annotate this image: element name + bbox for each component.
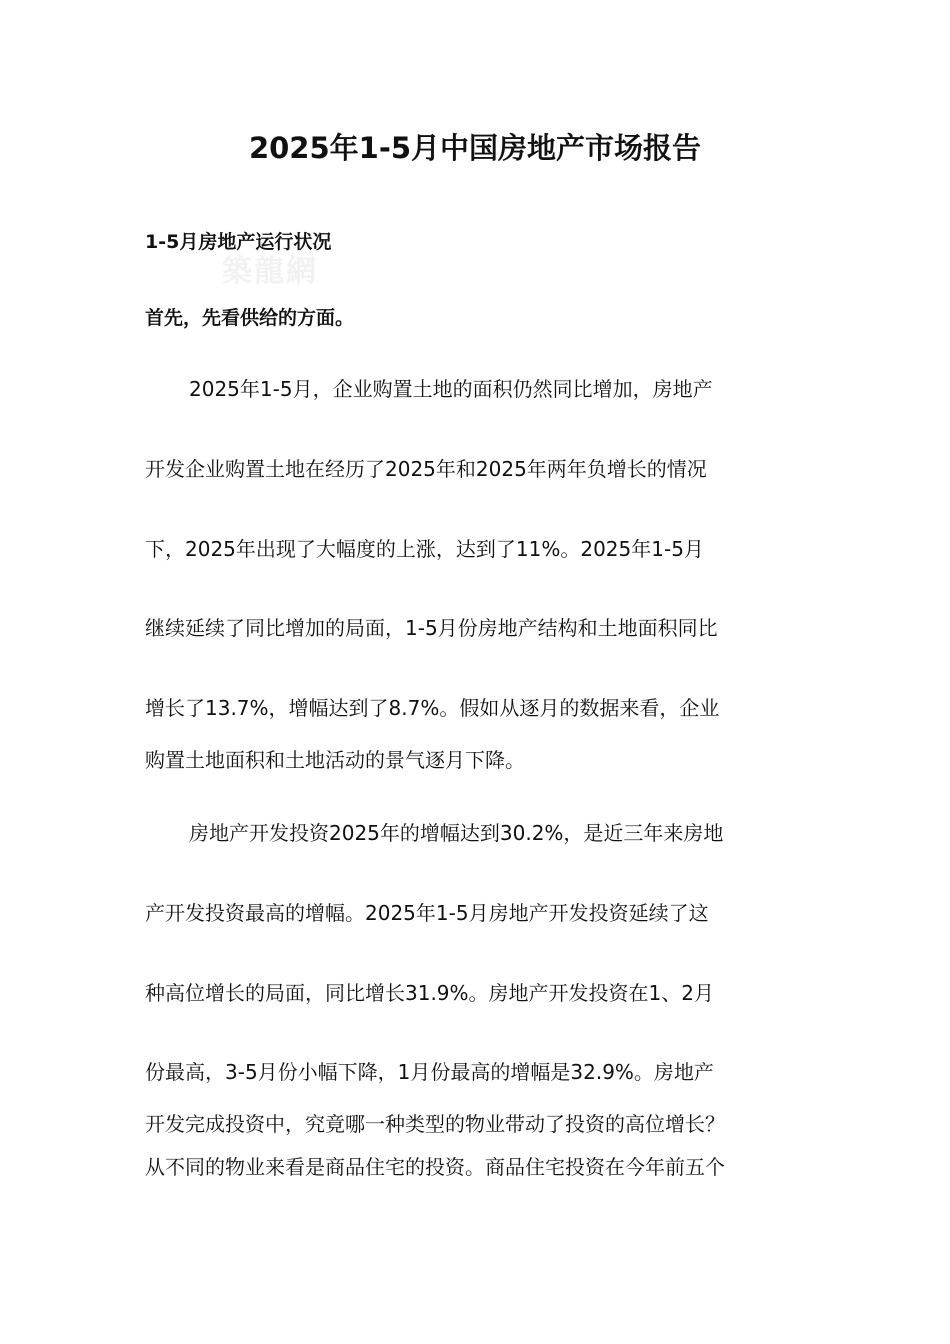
section-heading: 1-5月房地产运行状况 [145,231,332,253]
paragraph-line: 从不同的物业来看是商品住宅的投资。商品住宅投资在今年前五个 [145,1155,725,1179]
paragraph-line: 增长了13.7%，增幅达到了8.7%。假如从逐月的数据来看，企业 [145,696,720,720]
paragraph-line: 房地产开发投资2025年的增幅达到30.2%，是近三年来房地 [189,821,724,845]
sub-heading: 首先，先看供给的方面。 [145,307,355,329]
paragraph-line: 产开发投资最高的增幅。2025年1-5月房地产开发投资延续了这 [145,901,709,925]
paragraph-line: 份最高，3-5月份小幅下降，1月份最高的增幅是32.9%。房地产 [145,1060,714,1084]
watermark: 築龍網 [222,254,318,289]
paragraph-line: 购置土地面积和土地活动的景气逐月下降。 [145,748,525,772]
paragraph-line: 开发企业购置土地在经历了2025年和2025年两年负增长的情况 [145,457,707,481]
paragraph-line: 2025年1-5月，企业购置土地的面积仍然同比增加，房地产 [189,377,713,401]
paragraph-line: 下，2025年出现了大幅度的上涨，达到了11%。2025年1-5月 [145,537,704,561]
paragraph-line: 种高位增长的局面，同比增长31.9%。房地产开发投资在1、2月 [145,981,714,1005]
paragraph-line: 继续延续了同比增加的局面，1-5月份房地产结构和土地面积同比 [145,616,718,640]
paragraph-line: 开发完成投资中，究竟哪一种类型的物业带动了投资的高位增长？ [145,1112,725,1136]
document-title: 2025年1-5月中国房地产市场报告 [248,131,702,165]
